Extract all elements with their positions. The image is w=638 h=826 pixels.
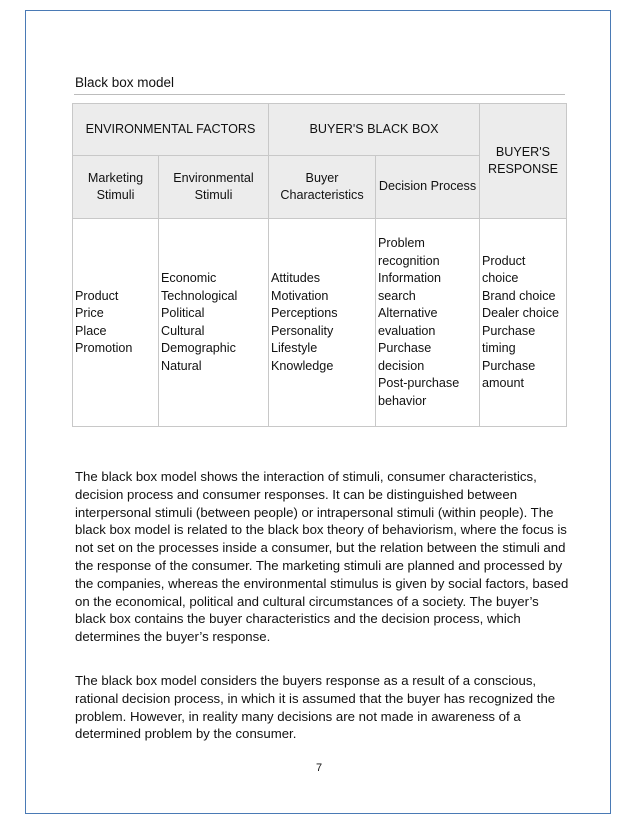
buyer-characteristics-list: [269, 219, 376, 427]
subheader-buyer-characteristics: Buyer Characteristics: [269, 156, 376, 219]
table-list-item: amount: [482, 376, 525, 390]
table-list-item: Knowledge: [271, 358, 334, 373]
table-list-item: Product: [482, 253, 526, 268]
decision-process-list: [376, 219, 480, 427]
header-environmental-factors: ENVIRONMENTAL FACTORS: [73, 104, 269, 156]
table-list-item: Promotion: [75, 341, 133, 355]
table-list-item: recognition: [378, 253, 440, 268]
table-list-item: Political: [161, 306, 205, 320]
table-list-item: search: [378, 288, 416, 303]
subheader-environmental-stimuli: Environmental Stimuli: [159, 156, 269, 219]
table-list-item: Dealer choice: [482, 306, 560, 320]
table-list-item: Purchase: [378, 341, 432, 355]
table-list-item: Natural: [161, 358, 202, 373]
page-number: 7: [315, 762, 323, 774]
paragraph-black-box-description: The black box model shows the interaction of stimuli, consumer characteristics, decision process and consumer responses. It can be distinguished between interpersonal stimuli (between people) or intrapersonal stimuli (within people). The black box model is related to the black box theory of behaviorism, where the focus is not set on the processes inside a consumer, but the relation between the stimuli and the response of the consumer. The marketing stimuli are planned and processed by the companies, whereas the environmental stimulus is given by social factors, based on the economical, political and cultural circumstances of a society. The buyer’s black box contains the buyer characteristics and the decision process, which determines the buyer’s response.: [75, 469, 569, 645]
table-list-item: Alternative: [378, 306, 438, 320]
table-list-item: Motivation: [271, 288, 329, 303]
table-list-item: Brand choice: [482, 288, 556, 303]
header-buyers-response: BUYER'S RESPONSE: [480, 104, 567, 219]
table-list-item: Cultural: [161, 323, 205, 338]
table-list-item: Purchase: [482, 358, 536, 373]
subheader-decision-process: Decision Process: [376, 156, 480, 219]
table-list-item: Economic: [161, 271, 217, 285]
table-list-item: decision: [378, 358, 425, 373]
marketing-stimuli-list: [73, 219, 159, 427]
caption-divider: [74, 94, 565, 95]
table-list-item: Post-purchase: [378, 376, 460, 390]
table-list-item: Price: [75, 306, 104, 320]
figure-caption: Black box model: [75, 75, 175, 90]
table-list-item: behavior: [378, 393, 427, 408]
table-list-item: evaluation: [378, 323, 436, 338]
table-list-item: Problem: [378, 236, 425, 250]
table-list-item: Perceptions: [271, 306, 338, 320]
table-list-item: Lifestyle: [271, 341, 318, 355]
table-list-item: Purchase: [482, 323, 536, 338]
table-list-item: Personality: [271, 323, 334, 338]
paragraph-decision-process: The black box model considers the buyers response as a result of a conscious, rational decision process, in which it is assumed that the buyer has recognized the problem. However, in reality many decisions are not made in awareness of a determined problem by the consumer.: [75, 673, 556, 742]
table-list-item: choice: [482, 271, 519, 285]
table-list-item: Technological: [161, 288, 238, 303]
table-list-item: Information: [378, 271, 441, 285]
table-list-item: timing: [482, 341, 516, 355]
table-list-item: Demographic: [161, 341, 236, 355]
header-buyers-black-box: BUYER'S BLACK BOX: [269, 104, 480, 156]
table-list-item: Place: [75, 323, 107, 338]
table-list-item: Product: [75, 288, 119, 303]
black-box-table: [72, 103, 567, 427]
table-list-item: Attitudes: [271, 271, 321, 285]
buyers-response-list: [480, 219, 567, 427]
subheader-marketing-stimuli: Marketing Stimuli: [73, 156, 159, 219]
environmental-stimuli-list: [159, 219, 269, 427]
